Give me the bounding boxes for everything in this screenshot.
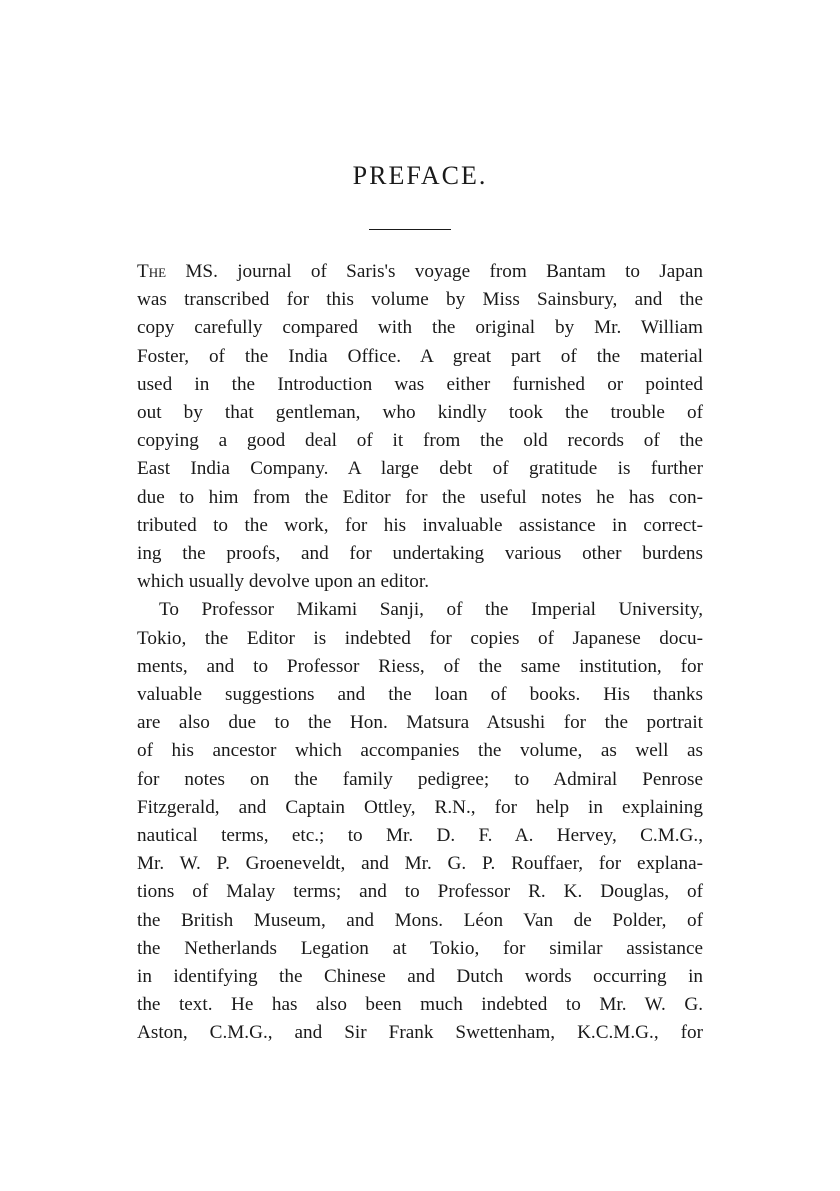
- page-title: PREFACE.: [352, 161, 488, 190]
- text-line: East India Company. A large debt of gratitude is further: [137, 458, 703, 480]
- text-line: valuable suggestions and the loan of books. His thanks: [137, 684, 703, 706]
- text-line: Tokio, the Editor is indebted for copies of Japanese docu-: [137, 627, 703, 649]
- text-line: the British Museum, and Mons. Léon Van de Polder, of: [137, 909, 703, 931]
- text-line: Mr. W. P. Groeneveldt, and Mr. G. P. Rouffaer, for explana-: [137, 853, 703, 875]
- text-line: which usually devolve upon an editor.: [137, 571, 430, 593]
- text-line: tions of Malay terms; and to Professor R. K. Douglas, of: [137, 881, 703, 903]
- text-line: of his ancestor which accompanies the volume, as well as: [137, 740, 703, 762]
- text-line: the Netherlands Legation at Tokio, for similar assistance: [137, 937, 703, 959]
- text-line: tributed to the work, for his invaluable assistance in correct-: [137, 514, 703, 536]
- text-line: Fitzgerald, and Captain Ottley, R.N., for help in explaining: [137, 796, 703, 818]
- paragraph-2: [137, 596, 703, 1047]
- text-line: out by that gentleman, who kindly took the trouble of: [137, 402, 703, 424]
- text-line: for notes on the family pedigree; to Admiral Penrose: [137, 768, 703, 790]
- text-line: nautical terms, etc.; to Mr. D. F. A. Hervey, C.M.G.,: [137, 825, 703, 847]
- title-rule: [369, 229, 451, 230]
- text-line: was transcribed for this volume by Miss Sainsbury, and the: [137, 289, 703, 311]
- text-line: Aston, C.M.G., and Sir Frank Swettenham, K.C.M.G., for: [137, 1022, 703, 1044]
- text-line: due to him from the Editor for the useful notes he has con-: [137, 486, 703, 508]
- text-line: used in the Introduction was either furnished or pointed: [137, 373, 703, 395]
- paragraph-1: [137, 258, 703, 596]
- lead-word: The: [137, 261, 167, 282]
- text-line: Foster, of the India Office. A great part of the material: [137, 345, 703, 367]
- text-line: are also due to the Hon. Matsura Atsushi for the portrait: [137, 712, 703, 734]
- text-line: in identifying the Chinese and Dutch words occurring in: [137, 966, 703, 988]
- text-line: The MS. journal of Saris's voyage from Bantam to Japan: [137, 261, 703, 282]
- text-line: ing the proofs, and for undertaking various other burdens: [137, 543, 703, 565]
- text-line: To Professor Mikami Sanji, of the Imperial University,: [159, 599, 703, 621]
- preface-body: [137, 258, 703, 1048]
- text-line: ments, and to Professor Riess, of the same institution, for: [137, 655, 703, 677]
- text-line: copying a good deal of it from the old records of the: [137, 430, 703, 452]
- text-line: the text. He has also been much indebted to Mr. W. G.: [137, 994, 703, 1016]
- text-line: copy carefully compared with the original by Mr. William: [137, 317, 703, 339]
